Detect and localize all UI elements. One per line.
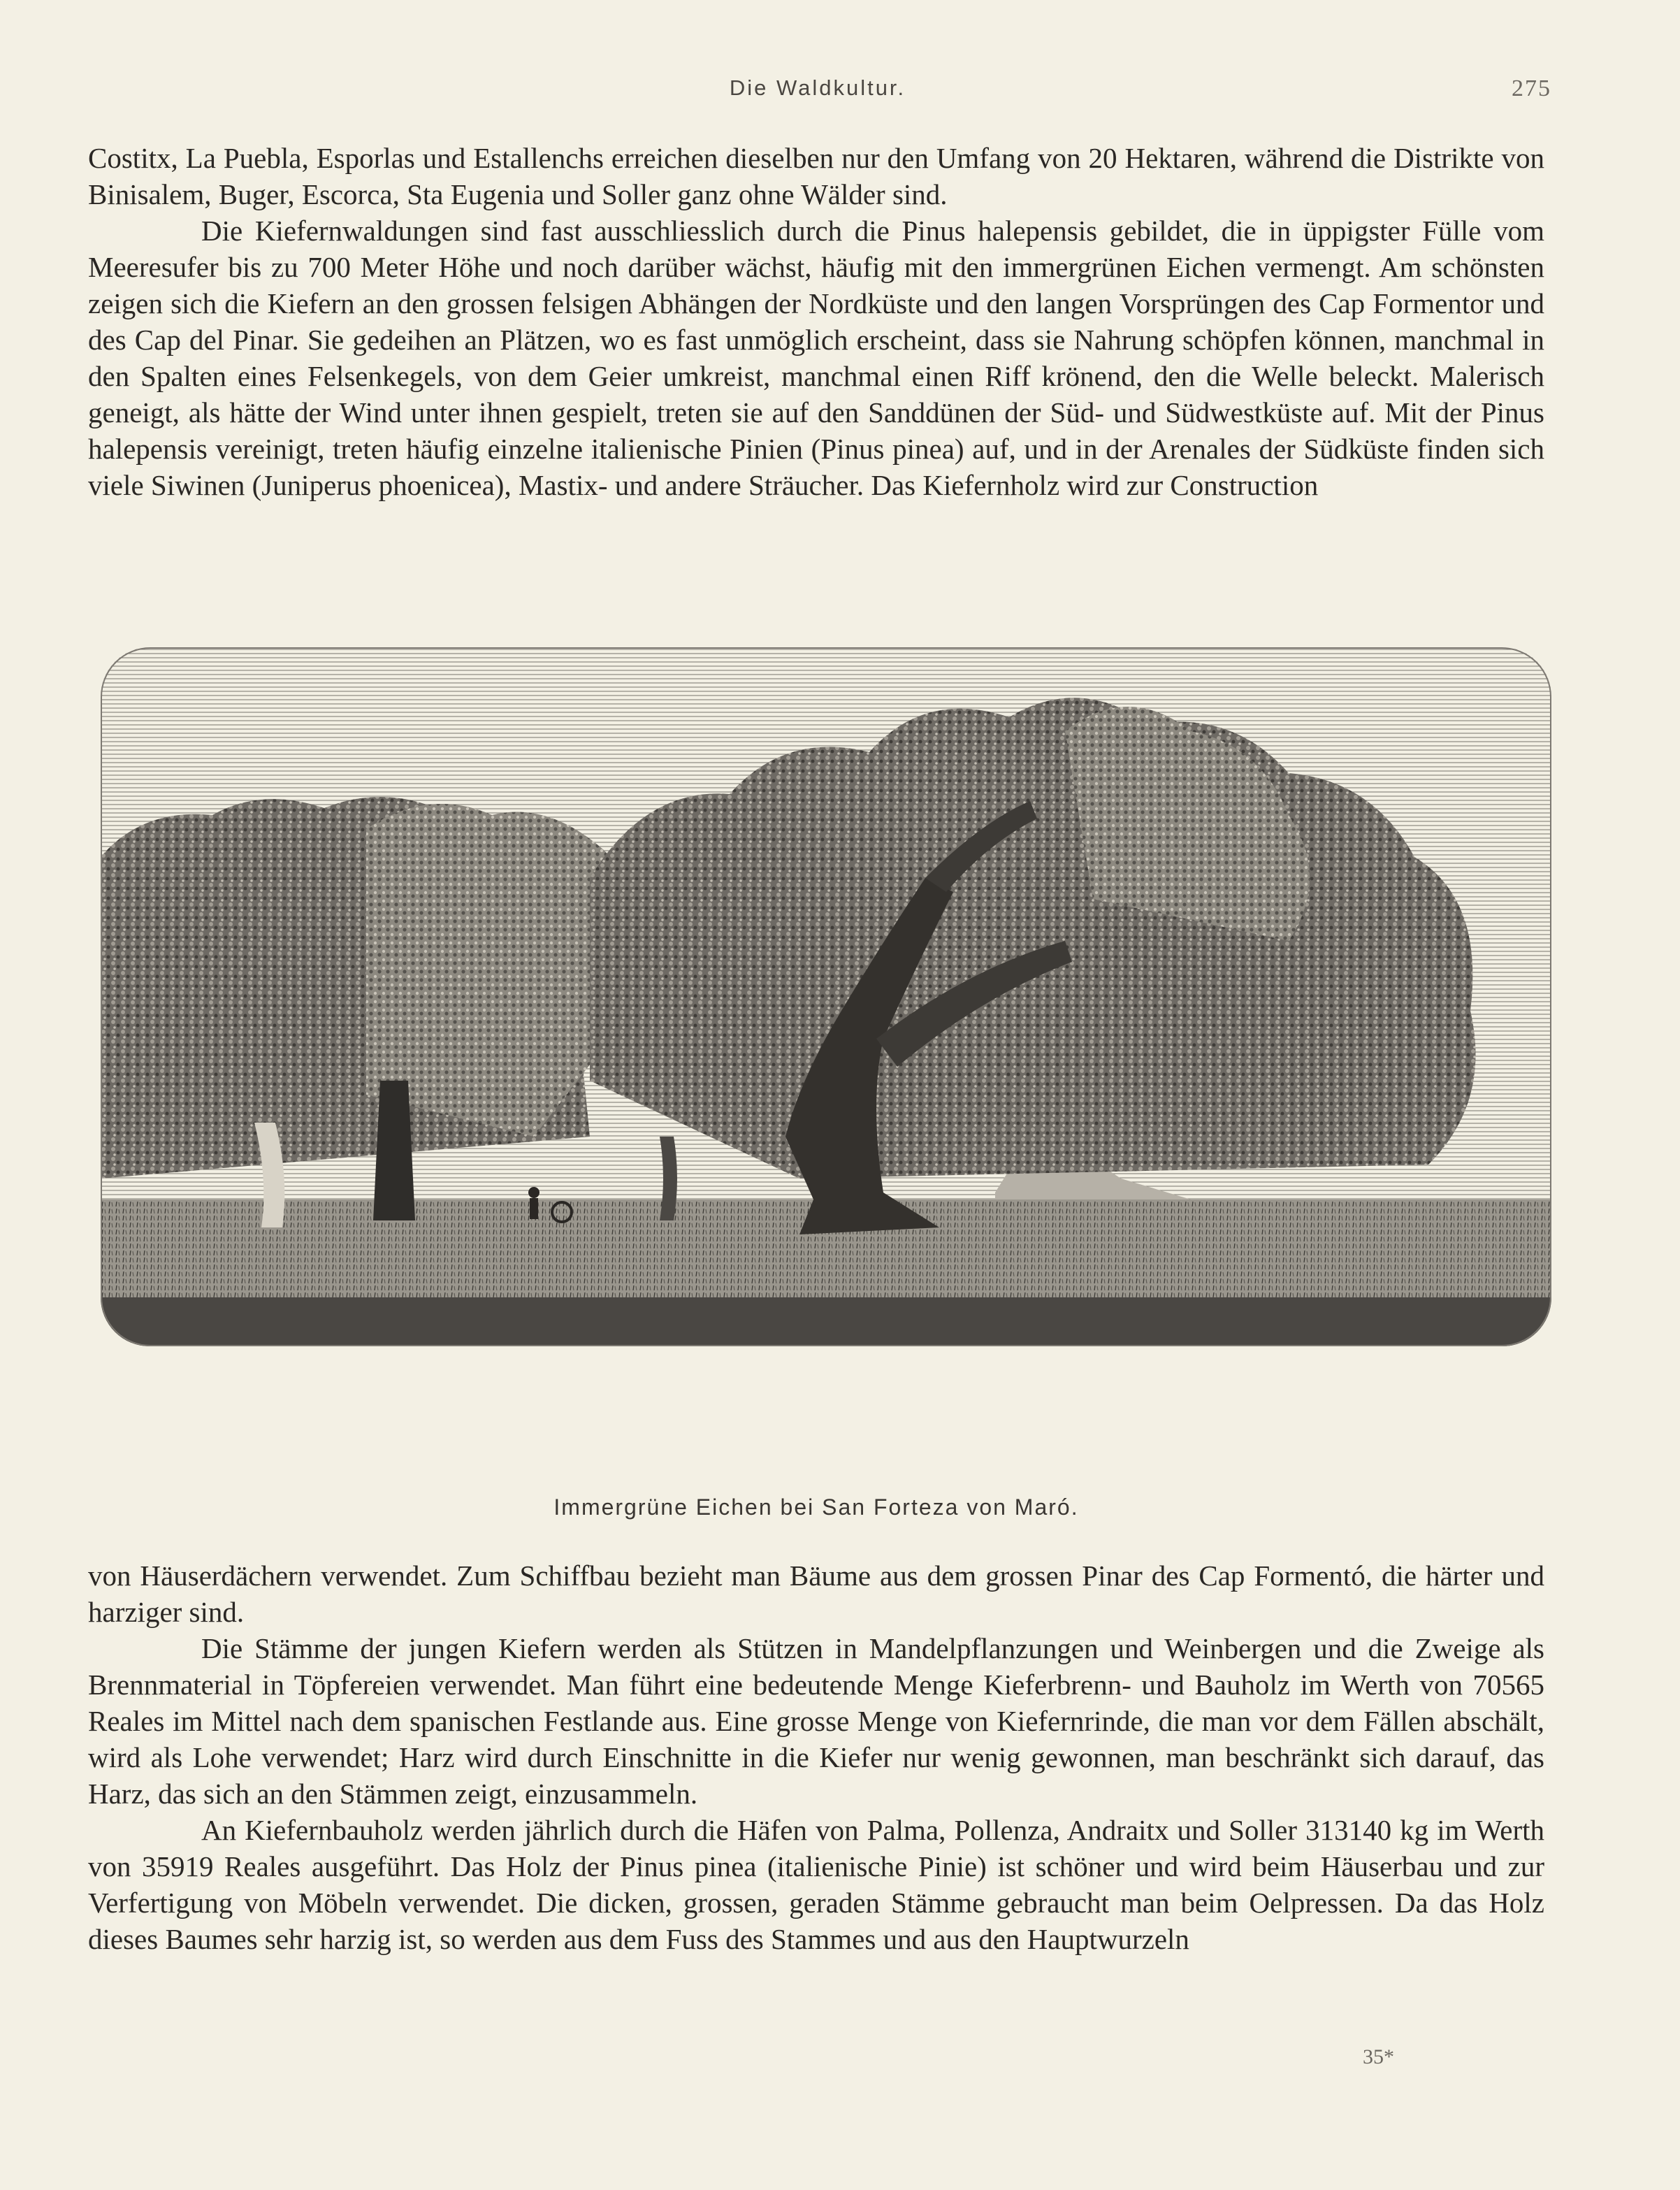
body-text-bottom — [88, 1557, 1544, 1957]
oak-grove-engraving — [101, 647, 1551, 1346]
paragraph: von Häuserdächern verwendet. Zum Schiffbau bezieht man Bäume aus dem grossen Pinar des Cap Formentó, die härter und harziger sind. — [88, 1559, 1544, 1628]
page-number: 275 — [1512, 75, 1551, 101]
paragraph: Die Stämme der jungen Kiefern werden als Stützen in Mandelpflanzungen und Weinbergen und die Zweige als Brennmaterial in Töpfereien verwendet. Man führt eine bedeutende Menge Kieferbrenn- und Bauholz im Werth von 70565 Reales im Mittel nach dem spanischen Festlande aus. Eine grosse Menge von Kiefernrinde, die man vor dem Fällen abschält, wird als Lohe verwendet; Harz wird durch Einschnitte in die Kiefer nur wenig gewonnen, man beschränkt sich darauf, das Harz, das sich an den Stämmen zeigt, einzusammeln. — [88, 1632, 1544, 1810]
figure-caption: Immergrüne Eichen bei San Forteza von Maró. — [553, 1494, 1079, 1520]
engraving-illustration — [101, 647, 1551, 1346]
paragraph: Costitx, La Puebla, Esporlas und Estallenchs erreichen dieselben nur den Umfang von 20 Hektaren, während die Distrikte von Binisalem, Buger, Escorca, Sta Eugenia und Soller ganz ohne Wälder sind. — [88, 142, 1544, 210]
page-header — [84, 75, 1551, 103]
running-head: Die Waldkultur. — [729, 75, 906, 100]
paragraph: An Kiefernbauholz werden jährlich durch die Häfen von Palma, Pollenza, Andraitx und Soller 313140 kg im Werth von 35919 Reales ausgeführt. Das Holz der Pinus pinea (italienische Pinie) ist schöner und wird beim Häuserbau und zur Verfertigung von Möbeln verwendet. Die dicken, grossen, geraden Stämme gebraucht man beim Oelpressen. Da das Holz dieses Baumes sehr harzig ist, so werden aus dem Fuss des Stammes und aus den Hauptwurzeln — [88, 1814, 1544, 1955]
paragraph: Die Kiefernwaldungen sind fast ausschliesslich durch die Pinus halepensis gebildet, die in üppigster Fülle vom Meeresufer bis zu 700 Meter Höhe und noch darüber wächst, häufig mit den immergrünen Eichen vermengt. Am schönsten zeigen sich die Kiefern an den grossen felsigen Abhängen der Nordküste und den langen Vorsprüngen des Cap Formentor und des Cap del Pinar. Sie gedeihen an Plätzen, wo es fast unmöglich erscheint, dass sie Nahrung schöpfen können, manchmal in den Spalten eines Felsenkegels, von dem Geier umkreist, manchmal einen Riff krönend, den die Welle beleckt. Malerisch geneigt, als hätte der Wind unter ihnen gespielt, treten sie auf den Sanddünen der Süd- und Südwestküste auf. Mit der Pinus halepensis vereinigt, treten häufig einzelne italienische Pinien (Pinus pinea) auf, und in der Arenales der Südküste finden sich viele Siwinen (Juniperus phoenicea), Mastix- und andere Sträucher. Das Kiefernholz wird zur Construction — [88, 215, 1544, 501]
signature-mark: 35* — [1363, 2045, 1394, 2068]
body-text-top — [88, 140, 1544, 503]
